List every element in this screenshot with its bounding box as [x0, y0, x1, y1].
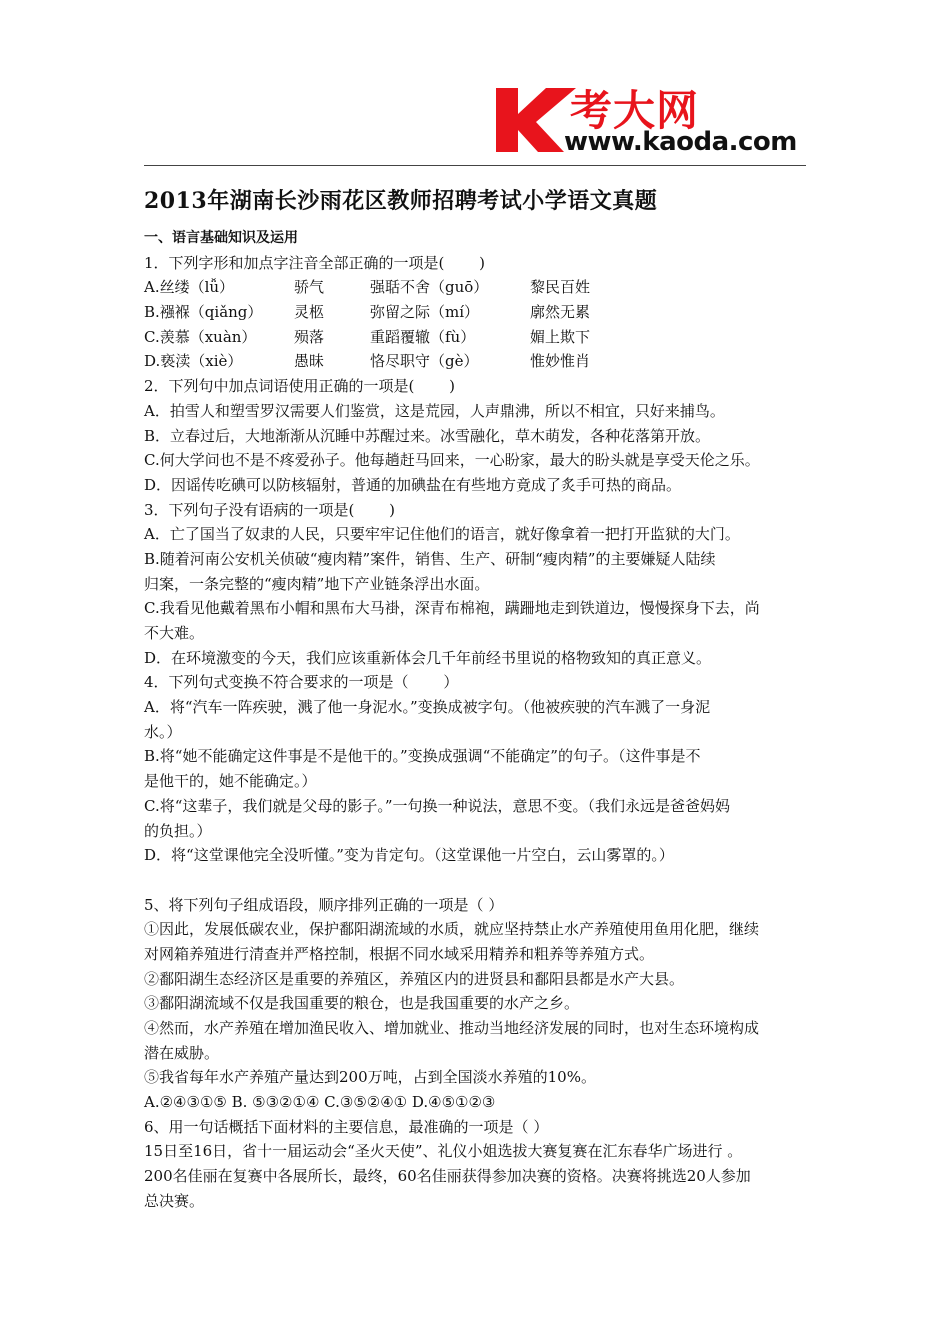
logo-brand-text: 考大网: [570, 86, 700, 135]
question-2-stem: 2．下列句中加点词语使用正确的一项是( ): [144, 377, 456, 396]
question-text-line: A．拍雪人和塑雪罗汉需要人们鉴赏，这是荒园，人声鼎沸，所以不相宜，只好来捕鸟。: [144, 401, 725, 420]
question-text-line: C.将“这辈子，我们就是父母的影子。”一句换一种说法，意思不变。（我们永远是爸爸妈妈: [144, 796, 731, 815]
exam-content: [144, 226, 808, 1214]
question-5-answers: A.②④③①⑤ B. ⑤③②①④ C.③⑤②④① D.④⑤①②③: [144, 1093, 496, 1112]
question-text-line: B.随着河南公安机关侦破“瘦肉精”案件，销售、生产、研制“瘦肉精”的主要嫌疑人陆续: [144, 549, 716, 568]
question-text-line: 的负担。）: [144, 821, 212, 840]
blank-line: [144, 868, 808, 893]
question-text-line: 15日至16日，省十一届运动会“圣火天使”、礼仪小姐选拔大赛复赛在汇东春华广场进行 。: [144, 1142, 743, 1161]
question-text-line: ④然而，水产养殖在增加渔民收入、增加就业、推动当地经济发展的同时，也对生态环境构成: [144, 1019, 760, 1037]
question-text-line: ⑤我省每年水产养殖产量达到200万吨，占到全国淡水养殖的10%。: [144, 1068, 596, 1087]
question-text-line: D．将“这堂课他完全没听懂。”变为肯定句。（这堂课他一片空白，云山雾罩的。）: [144, 846, 674, 865]
option-cell: 惟妙惟肖: [530, 352, 591, 371]
question-1-option-c: [144, 325, 808, 350]
option-cell: 廓然无累: [530, 303, 591, 322]
option-cell: 重蹈覆辙（fù）: [370, 327, 476, 346]
question-text-line: A．亡了国当了奴隶的人民，只要牢牢记住他们的语言，就好像拿着一把打开监狱的大门。: [144, 525, 740, 544]
question-3-stem: 3．下列句子没有语病的一项是( ): [144, 500, 396, 519]
question-1-option-a: [144, 275, 808, 300]
question-text-line: 是他干的，她不能确定。）: [144, 772, 317, 791]
question-text-line: A．将“汽车一阵疾驶，溅了他一身泥水。”变换成被字句。（他被疾驶的汽车溅了一身泥: [144, 698, 711, 717]
logo-url: www.kaoda.com: [564, 127, 797, 157]
question-6-stem: 6、用一句话概括下面材料的主要信息，最准确的一项是（ ）: [144, 1117, 549, 1136]
option-cell: 弥留之际（mí）: [370, 303, 480, 322]
question-1-stem: 1．下列字形和加点字注音全部正确的一项是( ): [144, 253, 486, 272]
question-text-line: C.我看见他戴着黑布小帽和黑布大马褂，深青布棉袍，蹒跚地走到铁道边，慢慢探身下去，尚: [144, 599, 760, 618]
option-cell: 骄气: [294, 278, 325, 297]
option-cell: 愚昧: [294, 352, 325, 371]
section-heading: 一、语言基础知识及运用: [144, 230, 298, 246]
question-text-line: B.将“她不能确定这件事是不是他干的。”变换成强调“不能确定”的句子。（这件事是不: [144, 747, 701, 766]
option-cell: B.襁褓（qiǎng）: [144, 303, 263, 322]
question-text-line: ②鄱阳湖生态经济区是重要的养殖区，养殖区内的进贤县和鄱阳县都是水产大县。: [144, 969, 685, 988]
question-text-line: D．在环境激变的今天，我们应该重新体会几千年前经书里说的格物致知的真正意义。: [144, 648, 712, 667]
question-1-option-b: [144, 300, 808, 325]
option-cell: 黎民百姓: [530, 278, 591, 297]
question-text-line: ①因此，发展低碳农业，保护鄱阳湖流域的水质，就应坚持禁止水产养殖使用鱼用化肥，继续: [144, 920, 760, 939]
question-1-option-d: [144, 349, 808, 374]
header-divider: [144, 165, 806, 166]
question-text-line: ③鄱阳湖流域不仅是我国重要的粮仓，也是我国重要的水产之乡。: [144, 994, 580, 1013]
question-text-line: D．因谣传吃碘可以防核辐射，普通的加碘盐在有些地方竟成了炙手可热的商品。: [144, 475, 682, 494]
question-text-line: 对网箱养殖进行清查并严格控制，根据不同水域采用精养和粗养等养殖方式。: [144, 944, 655, 963]
question-text-line: 水。）: [144, 722, 182, 741]
question-5-stem: 5、将下列句子组成语段，顺序排列正确的一项是（ ）: [144, 895, 504, 914]
option-cell: D.亵渎（xiè）: [144, 352, 243, 371]
question-4-stem: 4．下列句式变换不符合要求的一项是（ ）: [144, 673, 459, 692]
option-cell: C.羡慕（xuàn）: [144, 327, 257, 346]
page-title: 2013年湖南长沙雨花区教师招聘考试小学语文真题: [144, 188, 658, 214]
question-text-line: 200名佳丽在复赛中各展所长，最终，60名佳丽获得参加决赛的资格。决赛将挑选20人参加: [144, 1167, 751, 1186]
kaoda-logo: [492, 84, 812, 160]
question-text-line: C.何大学问也不是不疼爱孙子。他每趟赶马回来，一心盼家，最大的盼头就是享受天伦之乐。: [144, 451, 760, 470]
option-cell: A.丝缕（lǚ）: [144, 278, 235, 297]
question-text-line: B．立春过后，大地渐渐从沉睡中苏醒过来。冰雪融化，草木萌发，各种花落第开放。: [144, 426, 711, 445]
option-cell: 媚上欺下: [530, 327, 591, 346]
option-cell: 强聒不舍（guō）: [370, 278, 489, 297]
option-cell: 灵柩: [294, 303, 325, 322]
question-text-line: 归案，一条完整的“瘦肉精”地下产业链条浮出水面。: [144, 574, 490, 593]
option-cell: 殒落: [294, 327, 325, 346]
question-text-line: 不大难。: [144, 624, 205, 642]
question-text-line: 潜在威胁。: [144, 1043, 220, 1062]
question-text-line: 总决赛。: [144, 1191, 205, 1210]
option-cell: 恪尽职守（gè）: [370, 352, 479, 371]
